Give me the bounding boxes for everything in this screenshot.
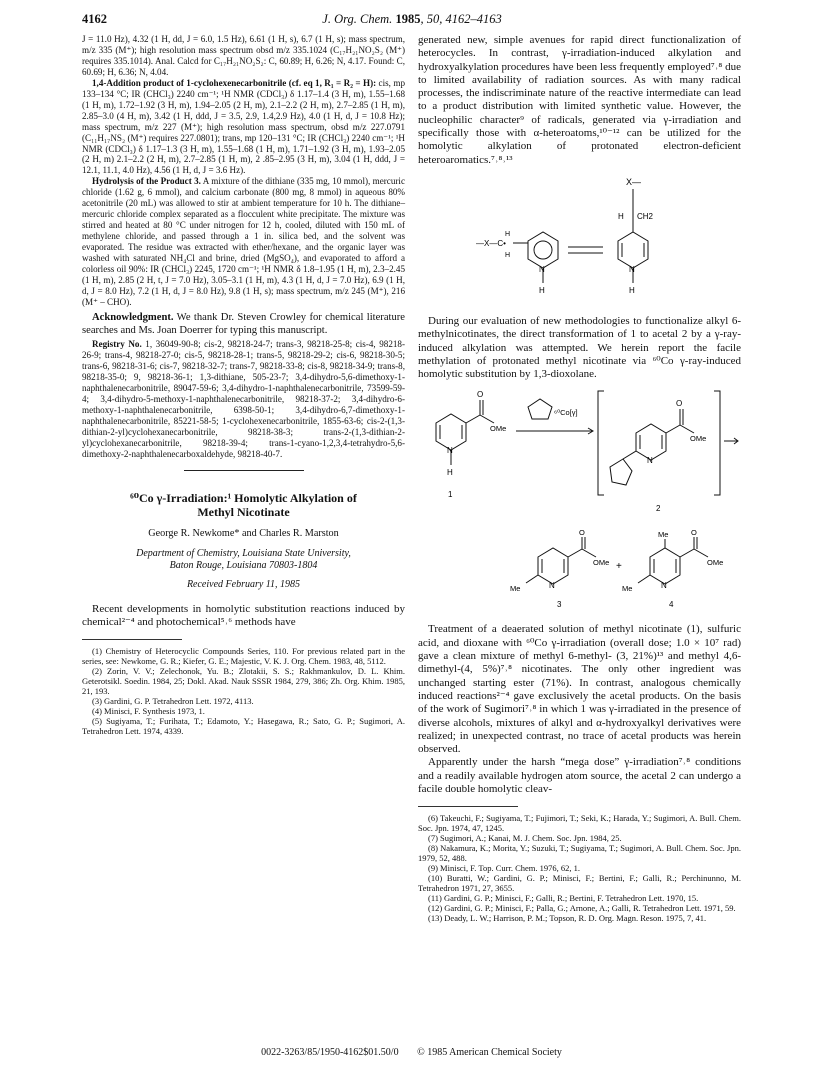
copyright: © 1985 American Chemical Society — [417, 1047, 562, 1058]
footnote: (5) Sugiyama, T.; Furihata, T.; Edamoto, Y.; Hasegawa, R.; Sato, G. P.; Sugimori, A. Tetrahedron Lett. 1974, 4339. — [82, 716, 405, 737]
article-title-line2: Methyl Nicotinate — [197, 504, 290, 519]
addition-paragraph — [82, 78, 405, 177]
footnote: (10) Buratti, W.; Gardini, G. P.; Minisci, F.; Bertini, F.; Galli, R.; Perchinunno, M. Tetrahedron 1971, 27, 3655. — [418, 873, 741, 894]
body-paragraph: Treatment of a deaerated solution of methyl nicotinate (1), sulfuric acid, and dioxane with ⁶⁰Co γ-irradiation (overall dose; 1.0 × 10⁷ rad) gave a clean mixture of methyl 6-methyl- (3, 21%)¹³ and methyl 4,6-dimethyl-(4, 5%)⁷˒⁸ nicotinates. The only other ingredient was unchanged starting ester (71%). In contrast, analogous chemically induced reactions²⁻⁴ gave exclusively the acetal products. On the basis of the work of Sugimori⁷˒⁸ in which 1 was γ-irradiated in the presence of diverse alcohols, mixtures of alkyl and α-hydroxyalkyl derivatives were realized; in unexpected contrast, no trace of acetal products was herein observed. — [418, 623, 741, 756]
scheme2-n2: N — [647, 456, 653, 466]
scheme3-plus: + — [616, 561, 622, 573]
right-column — [418, 34, 741, 923]
acknowledgment-paragraph — [82, 312, 405, 338]
scheme1-h: H — [618, 211, 624, 221]
scheme2-o2: O — [676, 399, 683, 409]
registry-paragraph — [82, 339, 405, 459]
scheme3-n4: N — [661, 581, 667, 591]
journal-name: J. Org. Chem. — [322, 12, 393, 26]
footnote: (3) Gardini, G. P. Tetrahedron Lett. 1972, 4113. — [92, 696, 254, 707]
footnote-rule — [418, 806, 518, 807]
hydrolysis-heading: Hydrolysis of the Product 3. — [92, 176, 201, 187]
scheme2-ome: OMe — [490, 424, 507, 434]
compound-1-label: 1 — [448, 490, 453, 500]
page-number: 4162 — [82, 12, 107, 26]
scheme3-me3: Me — [510, 584, 521, 594]
scheme3-o4: O — [691, 529, 697, 538]
products-scheme — [418, 529, 741, 619]
footnote: (11) Gardini, G. P.; Minisci, F.; Galli, R.; Bertini, F. Tetrahedron Lett. 1970, 15. — [428, 893, 699, 904]
compound-2-label: 2 — [656, 504, 661, 514]
article-title — [82, 491, 405, 519]
registry-text: 1, 36049-90-8; cis-2, 98218-24-7; trans-3, 98218-25-8; cis-4, 98218-26-9; trans-4, 98218-27-0; cis-5, 98218-28-1; trans-5, 98218-29-2; cis-6, 98218-30-5; trans-6, 98218-31-6; cis-7, 98218-32-7; trans-7, 98218-33-8; cis-8, 98218-34-9; trans-8, 98218-35-0; 9, 98218-36-1; 1,3-dithiane, 505-23-7; 3,4-dihydro-5,6-dimethoxy-1-naphthalenecarbonitrile, 89047-59-6; 3,4-dihydro-1-naphthalenecarbonitrile, 73599-59-4; 3,4-dihydro-5-methoxy-1-naphthalenecarbonitrile, 98218-37-2; 3,4-dihydro-6-methoxy-1-naphthalenecarbonitrile, 6398-50-1; 3,4-dihydro-6,7-dimethoxy-1-naphthalenecarbonitrile, 85221-58-5; 1-cyclohexenecarbonitrile, 1855-63-6; cis-2-(1,3-dithian-2-yl)cyclohexanecarbonitrile, 98218-38-3; trans-2-(1,3-dithian-2-yl)cyclohexanecarbonitrile, 98218-39-4; trans-1-cyano-1,2,3,4-tetrahydro-5,6-dimethoxy-2-naphthalenecarboxaldehyde, 98218-40-7. — [82, 339, 405, 459]
dioxolane-ring — [528, 399, 552, 419]
scheme1-n2-plus: N — [629, 264, 635, 274]
aromatic-circle — [534, 241, 552, 259]
left-column — [82, 34, 405, 736]
hydrolysis-paragraph — [82, 176, 405, 307]
scheme1-h-below: H — [505, 251, 511, 259]
reaction-scheme — [418, 385, 741, 525]
journal-year: 1985 — [395, 12, 421, 26]
affiliation — [82, 548, 405, 572]
scheme2-o: O — [477, 390, 484, 400]
scheme1-ch2: CH2 — [637, 211, 654, 221]
scheme3-ome4: OMe — [707, 558, 724, 568]
scheme2-n: N — [447, 446, 453, 456]
registry-heading: Registry No. — [92, 339, 142, 350]
journal-pages: 4162–4163 — [445, 12, 502, 26]
article-authors: George R. Newkome* and Charles R. Marston — [148, 527, 339, 539]
section-divider — [184, 470, 304, 471]
footnote: (13) Deady, L. W.; Harrison, P. M.; Topson, R. D. Org. Magn. Reson. 1975, 7, 41. — [428, 913, 707, 924]
intro-paragraph: Recent developments in homolytic substitution reactions induced by chemical²⁻⁴ and photochemical⁵˒⁶ methods have — [82, 602, 405, 629]
scheme2-reagent: ⁶⁰Co[γ] — [554, 408, 578, 418]
article-title-line1: ⁶⁰Co γ-Irradiation:¹ Homolytic Alkylation of — [130, 490, 357, 505]
footnote-rule — [82, 639, 182, 640]
scheme3-n3: N — [549, 581, 555, 591]
footnote: (9) Minisci, F. Top. Curr. Chem. 1976, 62, 1. — [428, 863, 581, 874]
scheme1-x-left: —X—C• — [476, 238, 506, 248]
acknowledgment-text: We thank Dr. Steven Crowley for chemical literature searches and Ms. Joan Doerrer for typing this manuscript. — [82, 311, 405, 336]
body-paragraph: Apparently under the harsh “mega dose” γ-irradiation⁷˒⁸ conditions and a readily available hydrogen atom source, the acetal 2 can undergo a facile double homolytic cleav- — [418, 756, 741, 796]
pyridinium-ring — [528, 232, 558, 268]
scheme2-ome2: OMe — [690, 434, 707, 444]
scheme3-o3: O — [579, 529, 585, 538]
compound-4-label: 4 — [669, 600, 674, 610]
footnote: (4) Minisci, F. Synthesis 1973, 1. — [92, 706, 205, 717]
scheme1-h-above: H — [505, 230, 511, 238]
footnote: (6) Takeuchi, F.; Sugiyama, T.; Fujimori, T.; Seki, K.; Harada, Y.; Sugimori, A. Bull. Chem. Soc. Jpn. 1974, 47, 1245. — [418, 813, 741, 834]
footnote: (1) Chemistry of Heterocyclic Compounds Series, 110. For previous related part in the series, see: Newkome, G. R.; Kiefer, G. E.; Majestic, V. K. J. Org. Chem. 1983, 48, 5112. — [82, 646, 405, 667]
addition-text: cis, mp 133–134 °C; IR (CHCl₃) 2240 cm⁻¹; ¹H NMR (CDCl₃) δ 1.17–1.4 (3 H, m), 1.55–1.68 (1 H, m), 1.72–1.92 (3 H, m), 1.94–2.05 (2 H, m), 2.1–2.2 (2 H, m), 2.7–2.85 (1 H, m), 2.85–3.0 (4 H, m), 3.42 (1 H, ddd, J = 3.5, 2.9, 1.4,2.9 Hz), 4.0 (1 H, d, J = 10.8 Hz); mass spectrum, m/z 227 (M⁺); high resolution mass spectrum, obsd m/z 227.0791 (C₁₁H₁₇NS₂ (M⁺) requires 227.0801); trans, mp 120–131 °C; IR (CHCl₃) 2240 cm⁻¹; ¹H NMR (CDCl₃) δ 1.17–1.3 (3 H, m), 1.55–1.68 (1 H, m), 1.71–1.92 (3 H, m), 1.93–2.05 (2 H, m) 2.1–2.2 (2 H, m), 2.7–2.85 (1 H, m), 2 .85–2.95 (3 H, m), 3.04 (1 H, ddd, J = 12.1, 11.1, 4.0 Hz), 4.56 (1 H, d, J = 3.6 Hz). — [82, 77, 405, 176]
hydrolysis-text: A mixture of the dithiane (335 mg, 10 mmol), mercuric chloride (1.62 g, 6 mmol), and calcium carbonate (800 mg, 8 mmol) in aqueous 80% acetonitrile (20 mL) was allowed to stir at ambient temperature for 10 h. The dithiane–mercuric chloride complex separated as a flocculent white precipitate. The mixture was stirred and heated at 80 °C under nitrogen for 12 h, cooled, diluted with 150 mL of methylene chloride, and passed through a 1 in. silica bed, and the solvent was evaporated. The residue was extracted with ether/hexane, and the organic layer was washed with saturated NH₄Cl and brine, dried (MgSO₄), and evaporated to afford a colorless oil 90%: IR (CHCl₃) 2245, 1720 cm⁻¹; ¹H NMR δ 1.8–1.95 (1 H, m), 2.3–2.45 (1 H, m), 2.85 (2 H, t, J = 7.0 Hz), 3.05–3.1 (1 H, m), 4.3 (1 H, d, J = 7.0 Hz), 6.9 (1 H, d, J = 8.0 Hz), 7.2 (1 H, d, J = 8.0 Hz), 9.8 (1 H, s); mass spectrum, m/z 245 (M⁺), 216 (M⁺ – CHO). — [82, 176, 405, 307]
experimental-continued: J = 11.0 Hz), 4.32 (1 H, dd, J = 6.0, 1.5 Hz), 6.61 (1 H, s), 6.7 (1 H, s); mass spectrum, m/z 335 (M⁺); high resolution mass spectrum obsd m/z 335.1024 (C₁₇H₂₁NO₂S₂ (M⁺) requires 335.1014). Anal. Calcd for C₁₇H₂₁NO₂S₂: C, 60.89; H, 6.26; N, 4.17. Found: C, 60.69; H, 6.36; N, 4.04. — [82, 34, 405, 77]
page-footer — [0, 1047, 823, 1058]
affiliation-line2: Baton Rouge, Louisiana 70803-1804 — [169, 559, 318, 571]
received-date: Received February 11, 1985 — [186, 578, 301, 590]
scheme1-n-plus: N — [539, 264, 545, 274]
scheme1-x-top: X— — [626, 176, 642, 187]
scheme3-me4: Me — [622, 584, 633, 594]
scheme3-me4-top: Me — [658, 530, 669, 540]
footnote: (2) Zorin, V. V.; Zelechonok, Yu. B.; Zlotakii, S. S.; Rakhmankulov, D. L. Khim. Geterotsikl. Soedin. 1984, 25; Dokl. Akad. Nauk SSSR 1984, 279, 386; Zh. Org. Khim. 1985, 21, 193. — [82, 666, 405, 697]
footnote: (12) Gardini, G. P.; Minisci, F.; Palla, G.; Arnone, A.; Galli, R. Tetrahedron Lett. 1971, 59. — [428, 903, 736, 914]
scheme3-ome3: OMe — [593, 558, 610, 568]
footnote: (8) Nakamura, K.; Morita, Y.; Suzuki, T.; Sugiyama, T.; Sugimori, A. Bull. Chem. Soc. Jpn. 1979, 52, 488. — [418, 843, 741, 864]
compound-3-label: 3 — [557, 600, 562, 610]
scheme1-n2h: H — [629, 285, 635, 295]
addition-heading: 1,4-Addition product of 1-cyclohexenecarbonitrile (cf. eq 1, R₁ = R₂ = H): — [92, 77, 377, 88]
radical-scheme — [418, 171, 741, 311]
scheme2-h: H — [447, 468, 453, 478]
affiliation-line1: Department of Chemistry, Louisiana State University, — [136, 547, 351, 559]
scheme1-nh: H — [539, 285, 545, 295]
body-paragraph: generated new, simple avenues for rapid direct functionalization of heterocycles. In contrast, γ-irradiation-induced alkylation and hydroxyalkylation procedures have been less frequently employed⁷˒⁸ due to limited availability of radiation sources. As with many radical processes, the indiscriminate nature of the reactive intermediate can lead to a product distribution with limited synthetic value. However, the nucleophilic character⁹ of radicals, generated via γ-irradiation and specifically those with α-heteroatoms,¹⁰⁻¹² can be utilized for the homolytic alkylation of protonated electron-deficient heteroaromatics.⁷˒⁸˒¹³ — [418, 34, 741, 166]
journal-citation: J. Org. Chem. 1985, 50, 4162–4163 — [322, 12, 502, 26]
journal-volume: 50 — [426, 12, 440, 26]
footnote: (7) Sugimori, A.; Kanai, M. J. Chem. Soc. Jpn. 1984, 25. — [428, 833, 622, 844]
acknowledgment-heading: Acknowledgment. — [92, 311, 174, 323]
price-code: 0022-3263/85/1950-4162$01.50/0 — [261, 1047, 399, 1058]
compound2-acetal-ring — [610, 459, 632, 485]
body-paragraph: During our evaluation of new methodologies to functionalize alkyl 6-methylnicotinates, the direct transformation of 1 to acetal 2 by a γ-ray-induced alkylation was attempted. We herein report the facile methylation of protonated methyl nicotinate via ⁶⁰Co γ-ray-induced homolytic substitution by 1,3-dioxolane. — [418, 314, 741, 381]
page-header — [82, 12, 742, 28]
